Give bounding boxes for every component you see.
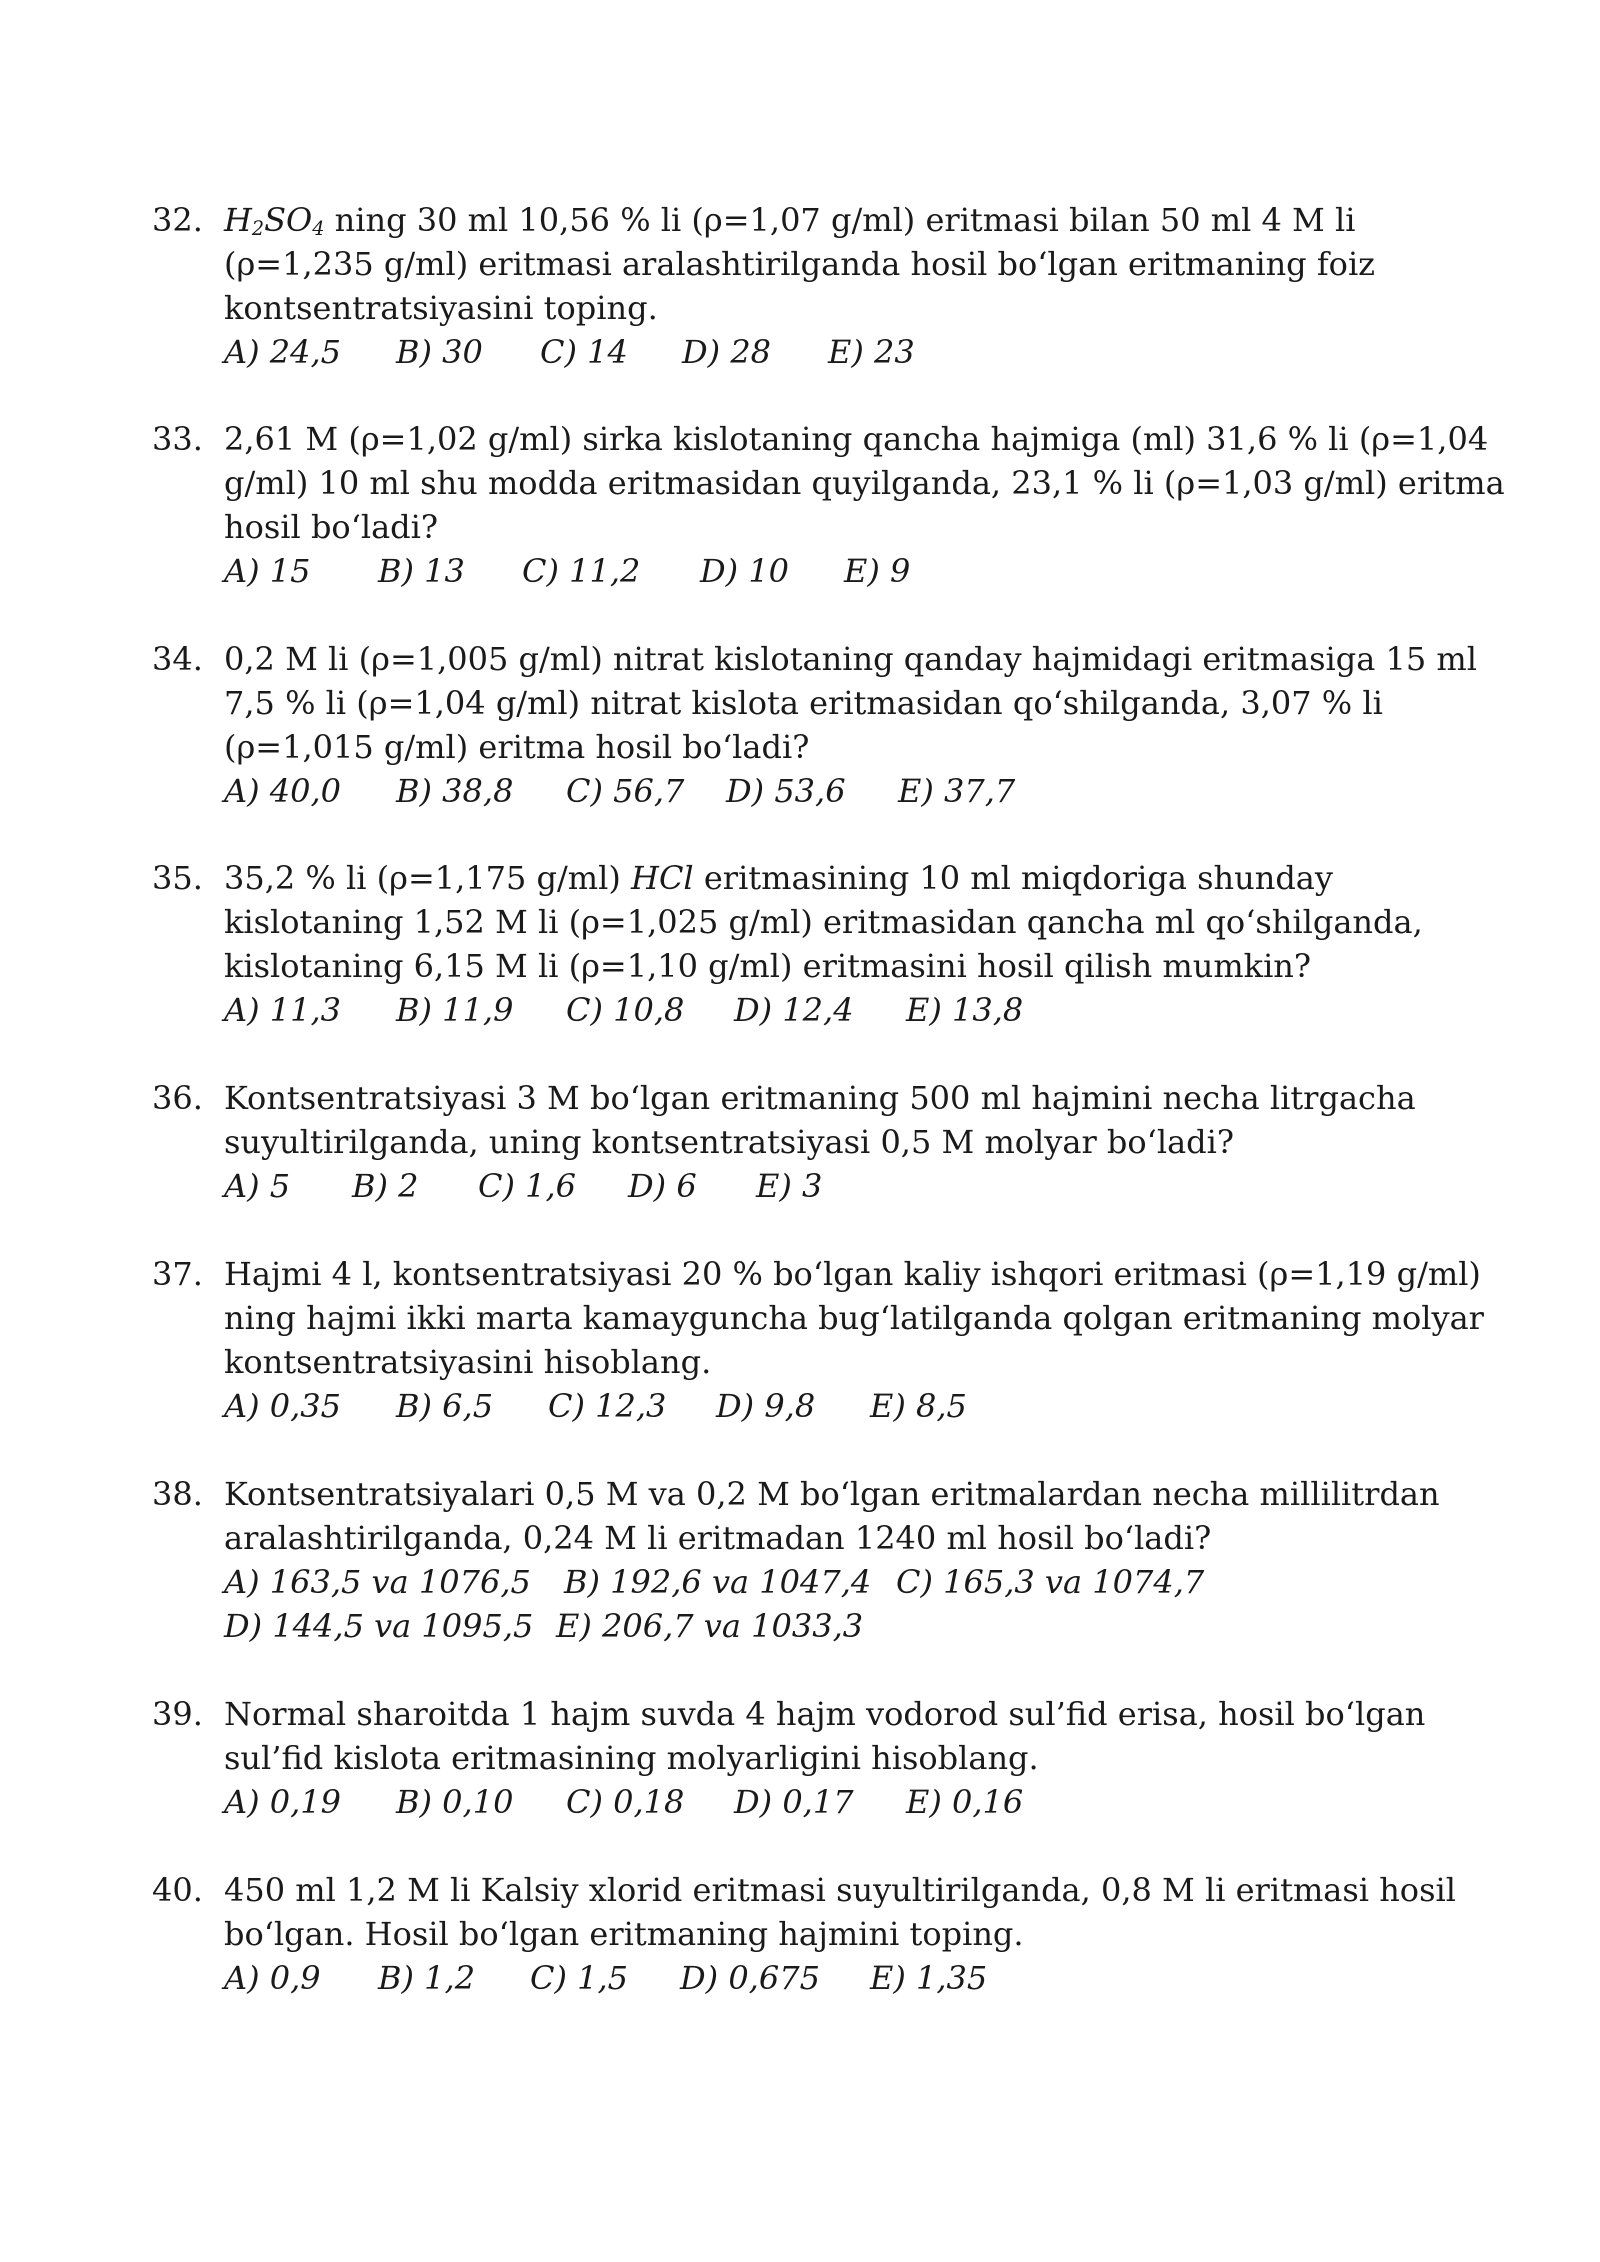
question-text: Hajmi 4 l, kontsentratsiyasi 20 % boʻlgan kaliy ishqori eritmasi (ρ=1,19 g/ml) ning hajmi ikki marta kamayguncha bugʻlatilganda qolgan eritmaning molyar kontsentratsiyasini hisoblang. [224, 1255, 1484, 1381]
answer-b: B) 30 [396, 333, 483, 371]
answer-c: C) 14 [540, 333, 628, 371]
question-body [224, 198, 1514, 374]
answer-c: C) 11,2 [522, 552, 641, 590]
answer-b: B) 38,8 [396, 772, 514, 810]
question-body [224, 417, 1514, 593]
question-text-pre: 35,2 % li (ρ=1,175 g/ml) [224, 859, 632, 897]
question-body [224, 1252, 1514, 1428]
question-number: 33. [152, 420, 203, 458]
answer-d: D) 12,4 [734, 991, 854, 1029]
question-text-rest: ning 30 ml 10,56 % li (ρ=1,07 g/ml) eritmasi bilan 50 ml 4 M li (ρ=1,235 g/ml) eritmasi aralashtirilganda hosil boʻlgan eritmaning foiz kontsentratsiyasini toping. [224, 201, 1376, 327]
question-number: 40. [152, 1871, 203, 1909]
answer-options-row2 [224, 1604, 1514, 1648]
answer-a: A) 5 [224, 1167, 291, 1205]
answer-b: B) 6,5 [396, 1387, 494, 1425]
question-text [224, 856, 1514, 988]
question-text: Kontsentratsiyasi 3 M boʻlgan eritmaning 500 ml hajmini necha litrgacha suyultirilganda, uning kontsentratsiyasi 0,5 M molyar boʻladi? [224, 1079, 1416, 1161]
chem-formula-h2so4 [224, 201, 325, 239]
chem-subscript: 4 [312, 216, 325, 240]
answer-e: E) 206,7 va 1033,3 [556, 1607, 864, 1645]
question-body [224, 1868, 1514, 2000]
question-body [224, 856, 1514, 1032]
answer-options [224, 1384, 1514, 1428]
answer-d: D) 6 [628, 1167, 697, 1205]
answer-a: A) 24,5 [224, 333, 342, 371]
chem-part: SO [264, 201, 313, 239]
answer-d: D) 10 [700, 552, 790, 590]
answer-a: A) 15 [224, 552, 311, 590]
answer-options [224, 549, 1514, 593]
answer-b: B) 192,6 va 1047,4 [564, 1563, 872, 1601]
answer-d: D) 53,6 [726, 772, 846, 810]
question-number: 35. [152, 859, 203, 897]
answer-d: D) 9,8 [716, 1387, 816, 1425]
answer-e: E) 8,5 [870, 1387, 967, 1425]
chem-part: H [224, 201, 252, 239]
answer-b: B) 2 [352, 1167, 419, 1205]
question-body [224, 637, 1514, 813]
answer-options [224, 1956, 1514, 2000]
question-text [224, 198, 1514, 330]
answer-options [224, 1780, 1514, 1824]
answer-d: D) 0,675 [680, 1959, 820, 1997]
answer-a: A) 163,5 va 1076,5 [224, 1563, 531, 1601]
question-number: 34. [152, 640, 203, 678]
question-text-rest: eritmasining 10 ml miqdoriga shunday kislotaning 1,52 M li (ρ=1,025 g/ml) eritmasidan qancha ml qoʻshilganda, kislotaning 6,15 M li (ρ=1,10 g/ml) eritmasini hosil qilish mumkin? [224, 859, 1423, 985]
question-text: Normal sharoitda 1 hajm suvda 4 hajm vodorod sul’fid erisa, hosil boʻlgan sul’fid kislota eritmasining molyarligini hisoblang. [224, 1695, 1426, 1777]
question-body [224, 1692, 1514, 1824]
answer-b: B) 13 [378, 552, 465, 590]
answer-c: C) 56,7 [566, 772, 685, 810]
answer-e: E) 37,7 [898, 772, 1016, 810]
question-number: 32. [152, 201, 203, 239]
answer-a: A) 40,0 [224, 772, 342, 810]
answer-d: D) 28 [682, 333, 772, 371]
question-text: Kontsentratsiyalari 0,5 M va 0,2 M boʻlgan eritmalardan necha millilitrdan aralashtirilganda, 0,24 M li eritmadan 1240 ml hosil boʻladi? [224, 1475, 1440, 1557]
question-number: 37. [152, 1255, 203, 1293]
answer-options [224, 1560, 1514, 1604]
question-body [224, 1472, 1514, 1648]
answer-c: C) 1,5 [530, 1959, 629, 1997]
answer-e: E) 23 [828, 333, 915, 371]
answer-b: B) 0,10 [396, 1783, 514, 1821]
answer-a: A) 0,9 [224, 1959, 321, 1997]
answer-e: E) 3 [756, 1167, 823, 1205]
answer-b: B) 11,9 [396, 991, 514, 1029]
answer-d: D) 144,5 va 1095,5 [224, 1607, 534, 1645]
answer-c: C) 1,6 [478, 1167, 577, 1205]
question-number: 38. [152, 1475, 203, 1513]
answer-c: C) 0,18 [566, 1783, 685, 1821]
chem-formula-hcl: HCl [631, 859, 694, 897]
answer-c: C) 165,3 va 1074,7 [896, 1563, 1205, 1601]
question-text: 2,61 M (ρ=1,02 g/ml) sirka kislotaning qancha hajmiga (ml) 31,6 % li (ρ=1,04 g/ml) 10 ml shu modda eritmasidan quyilganda, 23,1 % li (ρ=1,03 g/ml) eritma hosil boʻladi? [224, 420, 1505, 546]
question-text: 450 ml 1,2 M li Kalsiy xlorid eritmasi suyultirilganda, 0,8 M li eritmasi hosil boʻlgan. Hosil boʻlgan eritmaning hajmini toping. [224, 1871, 1456, 1953]
question-text: 0,2 M li (ρ=1,005 g/ml) nitrat kislotaning qanday hajmidagi eritmasiga 15 ml 7,5 % li (ρ=1,04 g/ml) nitrat kislota eritmasidan qoʻshilganda, 3,07 % li (ρ=1,015 g/ml) eritma hosil boʻladi? [224, 640, 1477, 766]
answer-options [224, 330, 1514, 374]
question-number: 39. [152, 1695, 203, 1733]
question-number: 36. [152, 1079, 203, 1117]
answer-a: A) 0,35 [224, 1387, 342, 1425]
answer-a: A) 11,3 [224, 991, 342, 1029]
answer-e: E) 1,35 [870, 1959, 988, 1997]
answer-e: E) 9 [844, 552, 911, 590]
answer-c: C) 12,3 [548, 1387, 667, 1425]
answer-d: D) 0,17 [734, 1783, 854, 1821]
chem-subscript: 2 [251, 216, 265, 240]
answer-options [224, 988, 1514, 1032]
answer-c: C) 10,8 [566, 991, 685, 1029]
answer-options [224, 1164, 1514, 1208]
answer-e: E) 0,16 [906, 1783, 1024, 1821]
answer-a: A) 0,19 [224, 1783, 342, 1821]
answer-b: B) 1,2 [378, 1959, 476, 1997]
answer-options [224, 769, 1514, 813]
question-body [224, 1076, 1514, 1208]
answer-e: E) 13,8 [906, 991, 1024, 1029]
